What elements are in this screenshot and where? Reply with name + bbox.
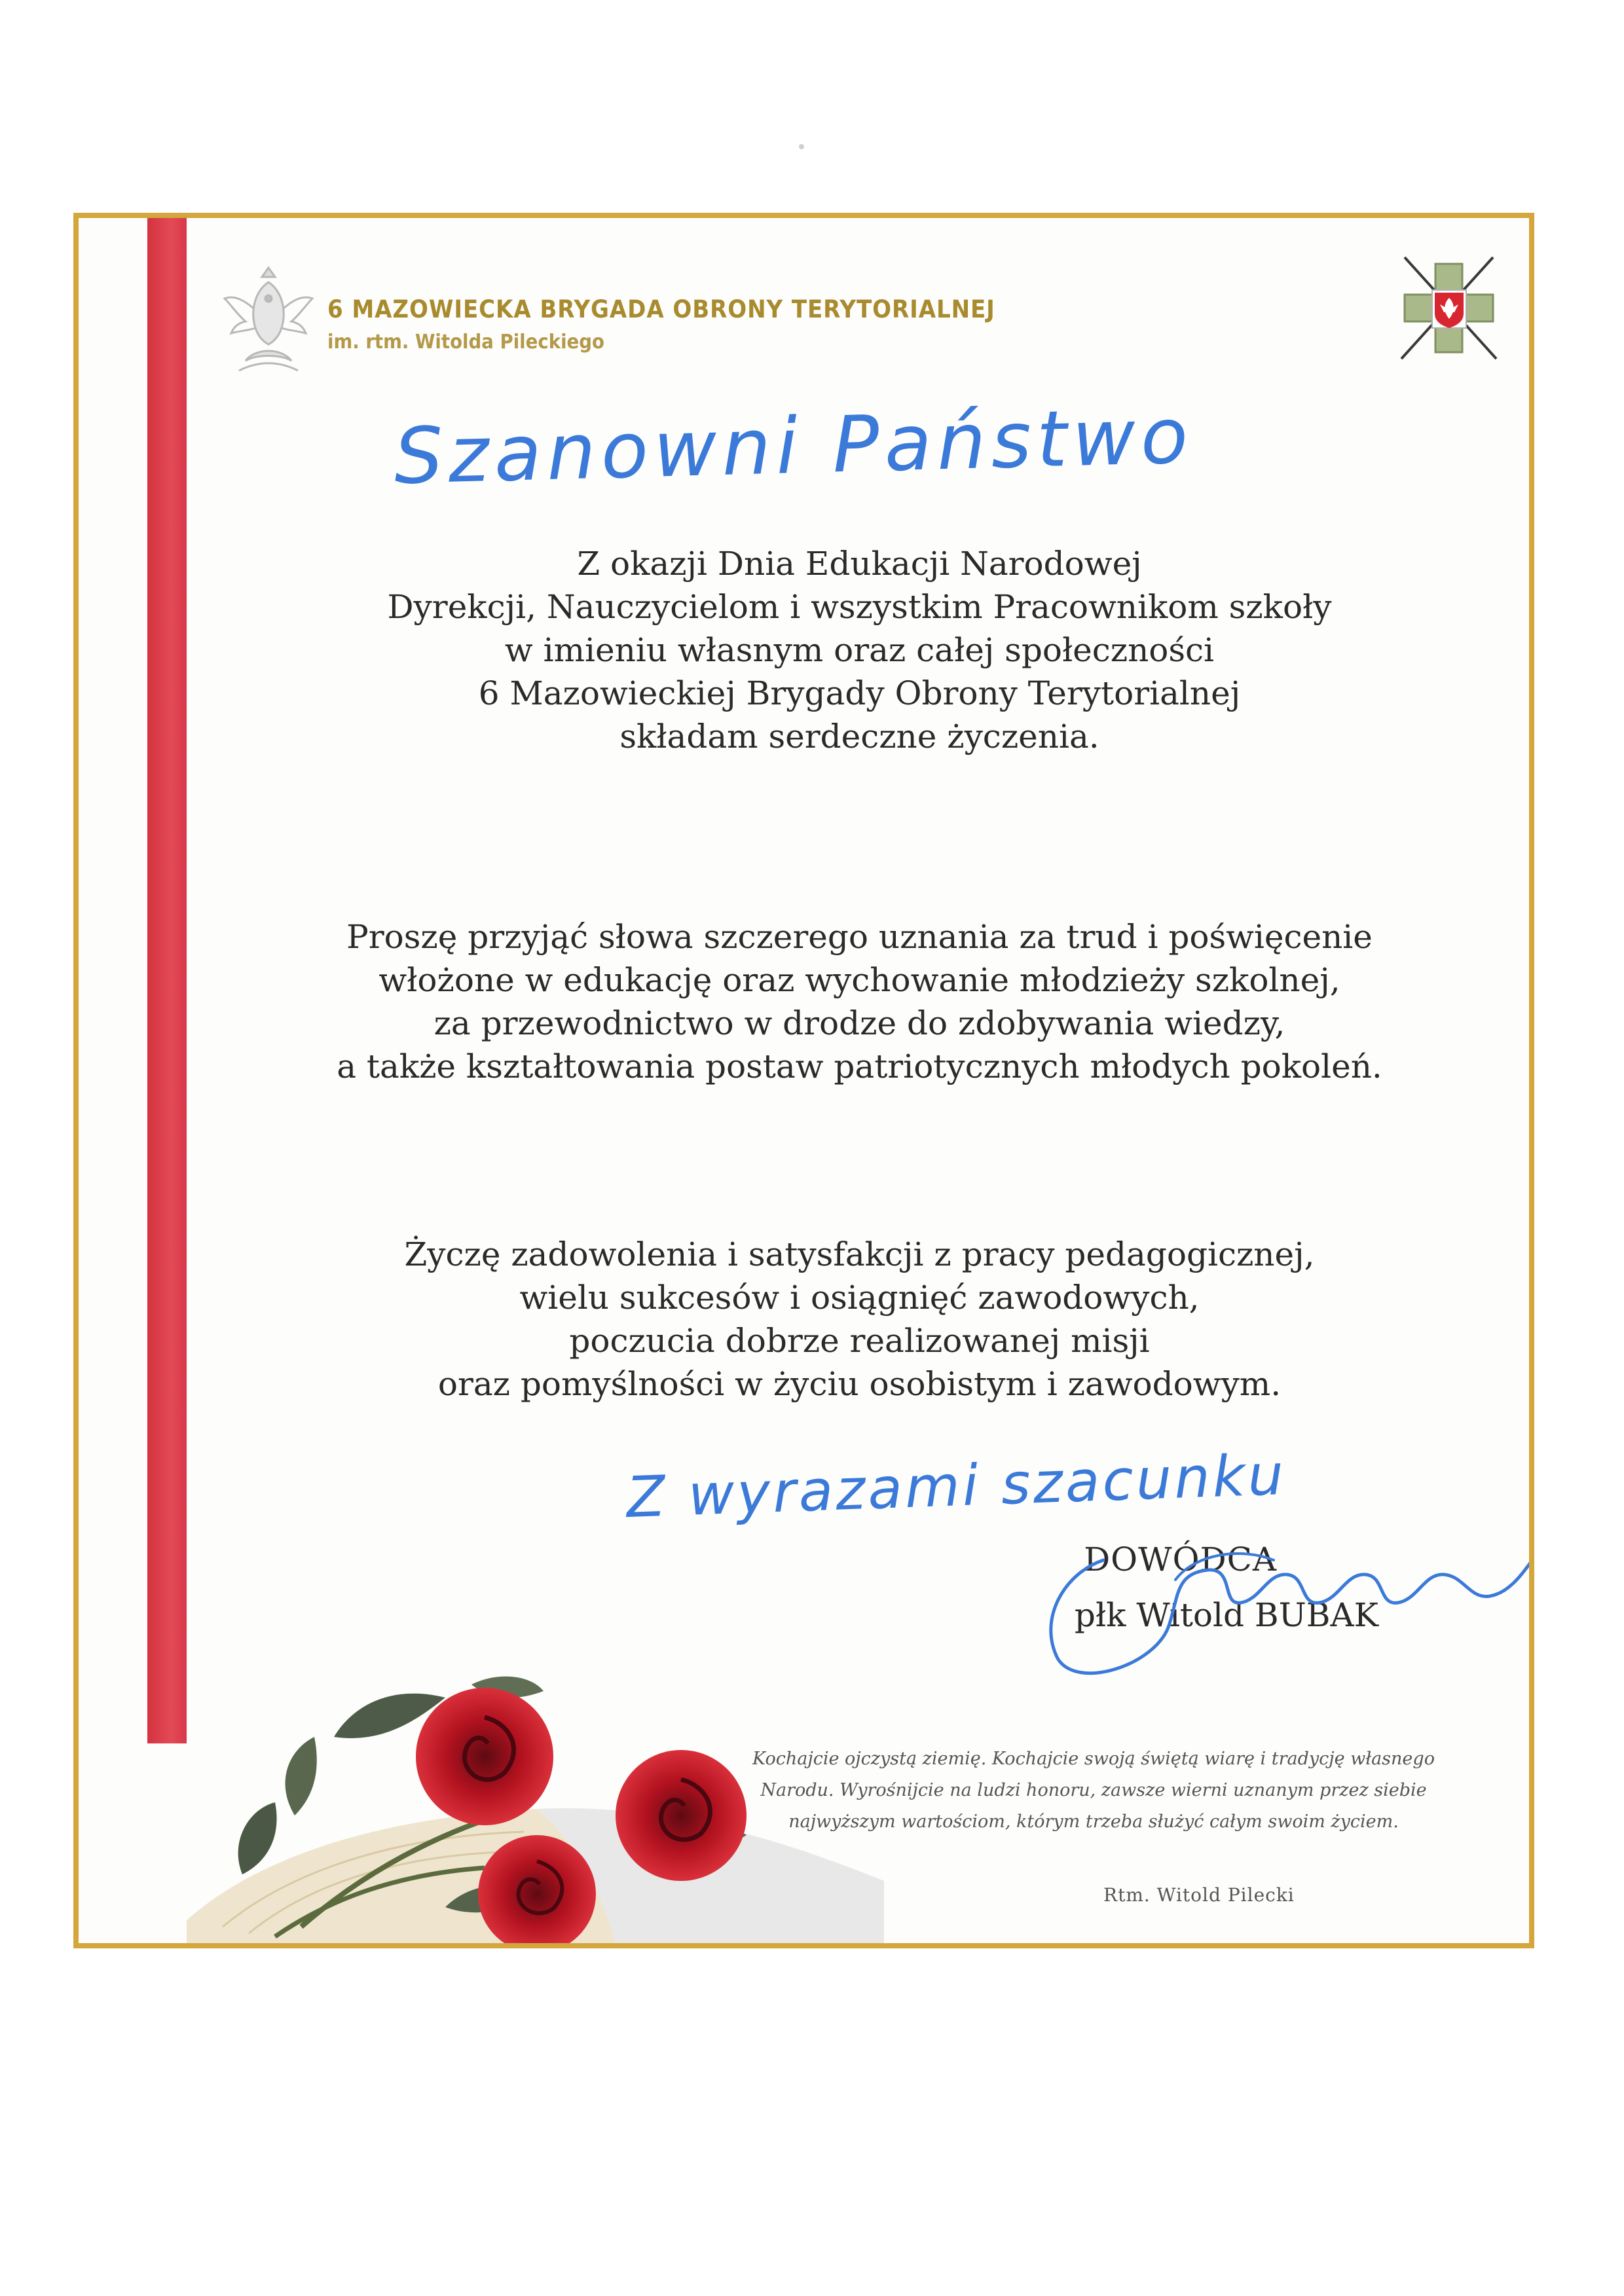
red-decorative-band: [147, 218, 187, 1743]
text-line: Dyrekcji, Nauczycielom i wszystkim Pracownikom szkoły: [387, 588, 1332, 626]
text-line: w imieniu własnym oraz całej społeczności: [504, 631, 1215, 669]
text-line: Życzę zadowolenia i satysfakcji z pracy pedagogicznej,: [404, 1235, 1315, 1273]
brigade-patron: im. rtm. Witolda Pileckiego: [327, 331, 604, 354]
handwritten-signature: [1025, 1534, 1534, 1691]
letter-frame: [73, 213, 1534, 1948]
paragraph-greeting: [190, 542, 1529, 758]
text-line: poczucia dobrze realizowanej misji: [569, 1322, 1150, 1360]
text-line: składam serdeczne życzenia.: [619, 718, 1099, 756]
text-line: wielu sukcesów i osiągnięć zawodowych,: [519, 1279, 1200, 1317]
signatory-rank: DOWÓDCA: [1084, 1540, 1277, 1578]
quote-line: Narodu. Wyrośnijcie na ludzi honoru, zawsze wierni uznanym przez siebie: [760, 1780, 1427, 1800]
quote-author: Rtm. Witold Pilecki: [1103, 1884, 1295, 1906]
text-line: za przewodnictwo w drodze do zdobywania wiedzy,: [434, 1004, 1285, 1042]
scan-speck: [799, 144, 804, 149]
brigade-name: 6 MAZOWIECKA BRYGADA OBRONY TERYTORIALNEJ: [327, 295, 995, 323]
quote-line: Kochajcie ojczystą ziemię. Kochajcie swoją świętą wiarę i tradycję własnego: [752, 1749, 1435, 1769]
signatory-name: płk Witold BUBAK: [1074, 1596, 1378, 1634]
text-line: włożone w edukację oraz wychowanie młodzieży szkolnej,: [378, 961, 1340, 999]
handwritten-closing: Z wyrazami szacunku: [625, 1442, 1287, 1531]
text-line: 6 Mazowieckiej Brygady Obrony Terytorialnej: [478, 674, 1241, 712]
quote-line: najwyższym wartościom, którym trzeba służyć całym swoim życiem.: [788, 1812, 1399, 1832]
handwritten-salutation: Szanowni Państwo: [393, 390, 1194, 501]
text-line: Proszę przyjąć słowa szczerego uznania za trud i poświęcenie: [346, 918, 1373, 956]
eagle-emblem-icon: [219, 263, 318, 377]
pilecki-quote: [668, 1743, 1519, 1838]
paragraph-wishes: [190, 1233, 1529, 1406]
wot-cross-emblem-icon: [1392, 251, 1506, 365]
text-line: oraz pomyślności w życiu osobistym i zawodowym.: [437, 1365, 1282, 1403]
paragraph-appreciation: [190, 915, 1529, 1088]
text-line: a także kształtowania postaw patriotycznych młodych pokoleń.: [337, 1048, 1382, 1085]
text-line: Z okazji Dnia Edukacji Narodowej: [577, 545, 1142, 583]
